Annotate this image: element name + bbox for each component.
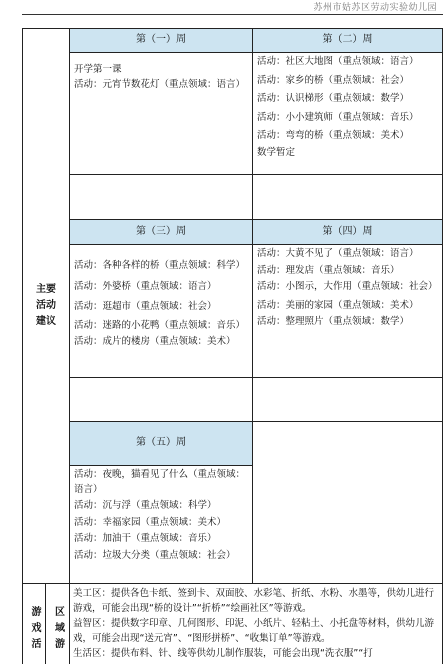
week5-line: 活动：加油干（重点领域：音乐） (74, 533, 217, 545)
row-label-line: 主要 (36, 284, 56, 295)
row-label-cell (22, 28, 70, 584)
week3-line: 活动：成片的楼房（重点领域：美术） (74, 336, 236, 348)
week2-line: 活动：弯弯的桥（重点领域：美术） (257, 130, 410, 142)
row-label-line: 活动 (36, 300, 56, 311)
bottom-label-b-text: 区域游 (52, 606, 64, 654)
week4-header (253, 220, 443, 245)
week4-body (253, 245, 443, 378)
row-label (36, 282, 56, 330)
row-label-line: 建议 (36, 316, 56, 327)
blank-cell (70, 175, 253, 220)
week2-line: 数学暂定 (257, 146, 296, 158)
header-rule (22, 14, 443, 15)
week1-title: 第（一）周 (136, 34, 186, 46)
bottom-body (70, 584, 443, 664)
week1-body (70, 53, 253, 175)
week5-header (70, 422, 253, 466)
week3-title: 第（三）周 (136, 225, 186, 237)
week5-title: 第（五）周 (136, 437, 186, 449)
week3-line: 活动：逛超市（重点领域：社会） (74, 301, 217, 313)
bottom-label-a (22, 584, 46, 664)
bottom-label-a-text: 游戏活 (29, 606, 40, 654)
week4-line: 活动：大黄不见了（重点领域：语言） (257, 248, 419, 259)
week1-line: 开学第一课 (74, 64, 122, 75)
week3-header (70, 220, 253, 245)
blank-cell (253, 378, 443, 422)
week5-line: 活动：垃圾大分类（重点领域：社会） (74, 549, 236, 561)
bottom-label-b (46, 584, 70, 664)
week2-line: 活动：认识梯形（重点领域：数学） (257, 93, 410, 105)
blank-cell (253, 175, 443, 220)
week4-line: 活动：理发店（重点领域：音乐） (257, 264, 400, 276)
week3-line: 活动：迷路的小花鸭（重点领域：音乐） (74, 319, 246, 331)
week4-line: 活动：小图示，大作用（重点领域：社会） (257, 281, 438, 293)
bottom-line: 生活区：提供布料、针、线等供幼儿制作服装，可能会出现“洗衣服”“打 (73, 648, 373, 659)
blank-cell (70, 378, 253, 422)
week5-line: 活动：夜晚，猫看见了什么（重点领域：语言） (74, 469, 246, 495)
week1-line: 活动：元宵节数花灯（重点领域：语言） (74, 78, 246, 90)
week1-header (70, 28, 253, 53)
week2-title: 第（二）周 (322, 34, 373, 46)
week2-line: 活动：社区大地图（重点领域：语言） (257, 56, 419, 67)
week3-line: 活动：外婆桥（重点领域：语言） (74, 280, 217, 292)
blank-cell (253, 422, 443, 584)
week2-header (253, 28, 443, 53)
week2-body (253, 53, 443, 175)
week3-body (70, 245, 253, 378)
week4-line: 活动：整理照片（重点领域：数学） (257, 316, 410, 328)
week4-line: 活动：美丽的家园（重点领域：美术） (257, 299, 419, 311)
week5-body (70, 466, 253, 584)
week2-line: 活动：家乡的桥（重点领域：社会） (257, 74, 410, 86)
week5-line: 活动：沉与浮（重点领域：科学） (74, 500, 217, 512)
bottom-line: 益智区：提供数字印章、几何图形、印泥、小纸片、轻粘土、小托盘等材料，供幼儿游戏，可能会出现“送元宵”、“图形拼桥”、“收集订单”等游戏。 (73, 618, 435, 644)
school-name: 苏州市姑苏区劳动实验幼儿园 (313, 3, 437, 13)
week5-line: 活动：幸福家园（重点领域：美术） (74, 516, 227, 528)
week3-line: 活动：各种各样的桥（重点领域：科学） (74, 260, 246, 271)
week2-line: 活动：小小建筑师（重点领域：音乐） (257, 111, 419, 123)
bottom-line: 美工区：提供各色卡纸、签到卡、双面胶、水彩笔、折纸、水粉、水墨等，供幼儿进行游戏，可能会出现“桥的设计”“折桥”“绘画社区”等游戏。 (73, 588, 435, 614)
week4-title: 第（四）周 (322, 225, 373, 237)
